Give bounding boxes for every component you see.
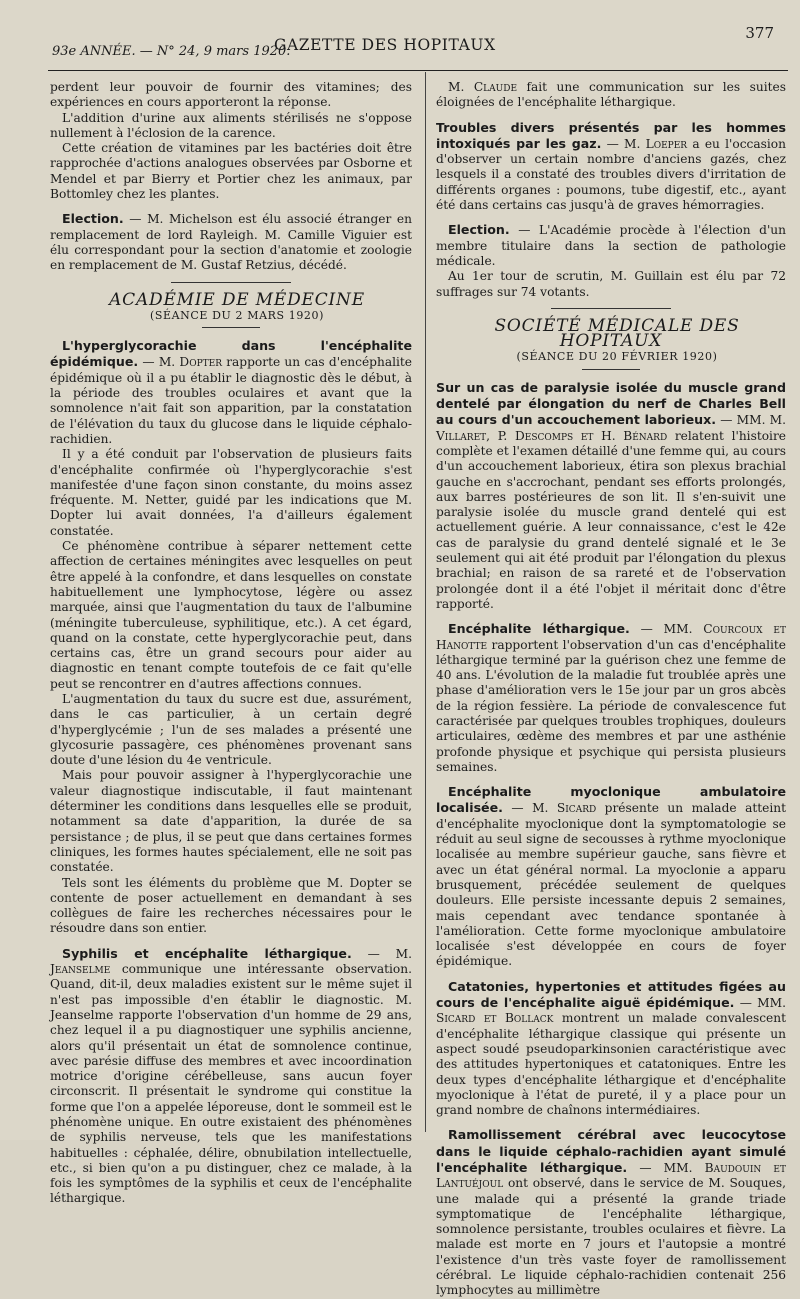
author-name: Sicard [556,801,597,816]
article-heading: Sur un cas de paralysie isolée du muscle grand dentelé par élongation du nerf de Charles Bell au cours d'un accouchement laborieux. [436,379,786,428]
article-heading: Encéphalite myoclonique ambulatoire localisée. [436,784,786,816]
divider [171,282,291,283]
paragraph: Il y a été conduit par l'observation de plusieurs faits d'encéphalite confirmée où l'hyperglycorachie s'est manifestée d'une façon sinon constante, du moins assez fréquente. M. Netter, guidé par les indications que M. Dopter lui avait données, l'a d'ailleurs également constatée. [50,447,412,538]
paragraph: L'augmentation du taux du sucre est due, assurément, dans le cas particulier, à un certain degré d'hyperglycémie ; l'un de ses malades a présenté une glycosurie passagère, ces phénomènes provenant sans doute d'une lésion du 4e ventricule. [50,691,412,768]
paralysie-paragraph: Sur un cas de paralysie isolée du muscle grand dentelé par élongation du nerf de Charles Bell au cours d'un accouchement laborieux. — MM. M. Villaret, P. Descomps et H. Bénard relatent l'histoire complète et l'examen détaillé d'une femme qui, au cours d'un accouchement laborieux, étira son plexus brachial gauche en s'accrochant, pendant ses efforts prolongés, aux barres postérieures de son lit. Il s'en-suivit une paralysie isolée du muscle grand dentelé qui est actuellement guérie. A leur connaissance, c'est le 42e cas de paralysie du grand dentelé signalé et le 3e seulement qui ait été produit par l'élongation du plexus brachial; en raison de sa rareté et de l'observation prolongée dont il a été l'objet il méritait donc d'être rapporté. [436,379,787,611]
author-names: Baudouin et Lantuéjoul [436,1161,786,1191]
author-names: Villaret, P. Descomps et H. Bénard [436,428,668,443]
election-paragraph: Election. — M. Michelson est élu associé étranger en remplacement de lord Rayleigh. M. Camille Viguier est élu correspondant pour la section d'anatomie et zoologie en remplacement de M. Gustaf Retzius, décédé. [50,211,412,273]
article-heading: Troubles divers présentés par les hommes intoxiqués par les gaz. [436,119,786,151]
author-name: Dopter [179,355,222,370]
header-rule [48,70,788,71]
paragraph: Tels sont les éléments du problème que M. Dopter se contente de poser actuellement en demandant à ses collègues de faire les recherches nécessaires pour le résoudre dans son entier. [50,875,412,936]
session-date: (SÉANCE DU 20 FÉVRIER 1920) [516,350,718,364]
article-heading: Ramollissement cérébral avec leucocytose dans le liquide céphalo-rachidien ayant simulé l'encéphalite léthargique. [436,1127,786,1175]
claude-paragraph: M. Claude fait une communication sur les suites éloignées de l'encéphalite léthargique. [436,80,786,110]
paragraph: Cette création de vitamines par les bactéries doit être rapprochée d'actions analogues observées par Osborne et Mendel et par Bierry et Portier chez les animaux, par Bottomley chez les plantes. [50,141,412,202]
left-column [50,80,412,1207]
section-title-societe: SOCIÉTÉ MÉDICALE DES HOPITAUX [494,315,740,352]
running-header [52,24,780,64]
paragraph: L'addition d'urine aux aliments stérilisés ne s'oppose nullement à l'éclosion de la carence. [50,110,412,140]
paragraph: Ce phénomène contribue à séparer nettement cette affection de certaines méningites avec lesquelles on peut être appelé à la confondre, et dans lesquelles on constate habituellement une lymphocytose, légère ou assez marquée, ainsi que l'augmentation du taux de l'albumine (méningite tuberculeuse, syphilitique, etc.). A cet égard, quand on la constate, cette hyperglycorachie peut, dans certains cas, être un grand secours pour aider au diagnostic en tenant compte toutefois de ce fait qu'elle peut se rencontrer en d'autres affections connues. [50,539,412,691]
right-column [436,80,786,1299]
column-divider [425,72,426,1132]
ramollissement-paragraph: Ramollissement cérébral avec leucocytose dans le liquide céphalo-rachidien ayant simulé l'encéphalite léthargique. — MM. Baudouin et Lantuéjoul ont observé, dans le service de M. Souques, une malade qui a présenté la grande triade symptomatique de l'encéphalite léthargique, somnolence persistante, troubles oculaires et fièvre. La malade est morte en 7 jours et l'autopsie a montré l'existence d'un très vaste foyer de ramollissement cérébral. Le liquide céphalo-rachidien contenait 256 lymphocytes au millimètre [436,1127,786,1298]
paragraph: Au 1er tour de scrutin, M. Guillain est élu par 72 suffrages sur 74 votants. [436,269,786,299]
election-heading: Election. [62,211,124,227]
encephalite-paragraph: Encéphalite léthargique. — MM. Courcoux et Hanotte rapportent l'observation d'un cas d'encéphalite léthargique terminé par la guérison chez une femme de 40 ans. L'évolution de la maladie fut troublée après une phase d'amélioration vers le 15e jour par un gros abcès de la région fessière. La période de convalescence fut caractérisée par quelques troubles trophiques, douleurs articulaires, œdème des membres et par une asthénie profonde physique et psychique qui persista plusieurs semaines. [436,621,786,774]
hyperglycorachie-paragraph: L'hyperglycorachie dans l'encéphalite épidémique. — M. Dopter rapporte un cas d'encéphalite épidémique où il a pu établir le diagnostic dès le début, à la période des troubles oculaires et avant que la somnolence n'ait fait son apparition, par la constatation de l'élévation du taux du glucose dans le liquide céphalo-rachidien. [50,338,412,446]
journal-title: GAZETTE DES HOPITAUX [274,36,496,54]
election-heading: Election. [448,222,510,238]
divider [551,308,671,309]
paragraph: perdent leur pouvoir de fournir des vitamines; des expériences en cours apporteront la réponse. [50,80,412,110]
article-heading: Encéphalite léthargique. [448,621,630,637]
divider [582,369,640,370]
section-title-academie: ACADÉMIE DE MÉDECINE [109,289,365,310]
divider [202,327,260,328]
article-heading: Syphilis et encéphalite léthargique. [62,945,352,961]
election-paragraph: Election. — L'Académie procède à l'élection d'un membre titulaire dans la section de pathologie médicale. [436,222,786,268]
session-date: (SÉANCE DU 2 MARS 1920) [149,308,325,322]
paragraph: Mais pour pouvoir assigner à l'hyperglycorachie une valeur diagnostique indiscutable, il faut maintenant déterminer les conditions dans lesquelles elle se produit, notamment sa date d'apparition, la durée de sa persistance ; de plus, il se peut que dans certaines formes cliniques, les formes hautes spécialement, elle ne soit pas constatée. [50,768,412,875]
author-name: Loeper [645,136,688,151]
page-number: 377 [745,24,774,42]
author-names: Sicard et Bollack [436,1011,554,1026]
author-names: Courcoux et Hanotte [436,622,786,652]
catatonies-paragraph: Catatonies, hypertonies et attitudes figées au cours de l'encéphalite aiguë épidémique. — MM. Sicard et Bollack montrent un malade convalescent d'encéphalite léthargique classique qui présente un aspect soudé pseudoparkinsonien caractéristique avec des attitudes hypertoniques et catatoniques. Entre les deux types d'encéphalite léthargique et d'encéphalite myoclonique à l'état de pureté, il y a place pour un grand nombre de chaînons intermédiaires. [436,978,786,1118]
article-heading: Catatonies, hypertonies et attitudes figées au cours de l'encéphalite aiguë épidémique. [436,978,786,1011]
author-name: Claude [473,80,518,94]
author-name: Jeanselme [50,962,111,977]
article-heading: L'hyperglycorachie dans l'encéphalite épidémique. [50,338,412,370]
issue-info: 93e ANNÉE. — N° 24, 9 mars 1920. [52,44,291,59]
syphilis-paragraph: Syphilis et encéphalite léthargique. — M. Jeanselme communique une intéressante observation. Quand, dit-il, deux maladies existent sur le même sujet il n'est pas impossible d'en établir le diagnostic. M. Jeanselme rapporte l'observation d'un homme de 29 ans, chez lequel il a pu diagnostiquer une syphilis ancienne, alors qu'il présentait un état de somnolence continue, avec parésie diffuse des membres et avec incoordination motrice d'origine cérébelleuse, sans aucun foyer circonscrit. Il présentait le syndrome qui constitue la forme que l'on a appelée léporeuse, dont le sommeil est le phénomène unique. En outre existaient des phénomènes de syphilis nerveuse, tels que les manifestations habituelles : céphalée, délire, obnubilation intellectuelle, etc., si bien qu'on a pu distinguer, chez ce malade, à la fois les symptômes de la syphilis et ceux de l'encéphalite léthargique. [50,945,412,1206]
troubles-paragraph: Troubles divers présentés par les hommes intoxiqués par les gaz. — M. Loeper a eu l'occasion d'observer un certain nombre d'anciens gazés, chez lesquels il a constaté des troubles divers d'irritation de différents organes : poumons, tube digestif, etc., ayant été dans certains cas jusqu'à de graves hémorragies. [436,119,786,213]
myoclonique-paragraph: Encéphalite myoclonique ambulatoire localisée. — M. Sicard présente un malade atteint d'encéphalite myoclonique dont la symptomatologie se réduit au seul signe de secousses à rythme myoclonique localisée au membre supérieur gauche, sans fièvre et avec un état général normal. La myoclonie a apparu brusquement, précédée seulement de quelques douleurs. Elle persiste incessante depuis 2 semaines, mais cependant avec tendance spontanée à l'amélioration. Cette forme myoclonique ambulatoire localisée s'est développée en cours de foyer épidémique. [436,784,786,969]
